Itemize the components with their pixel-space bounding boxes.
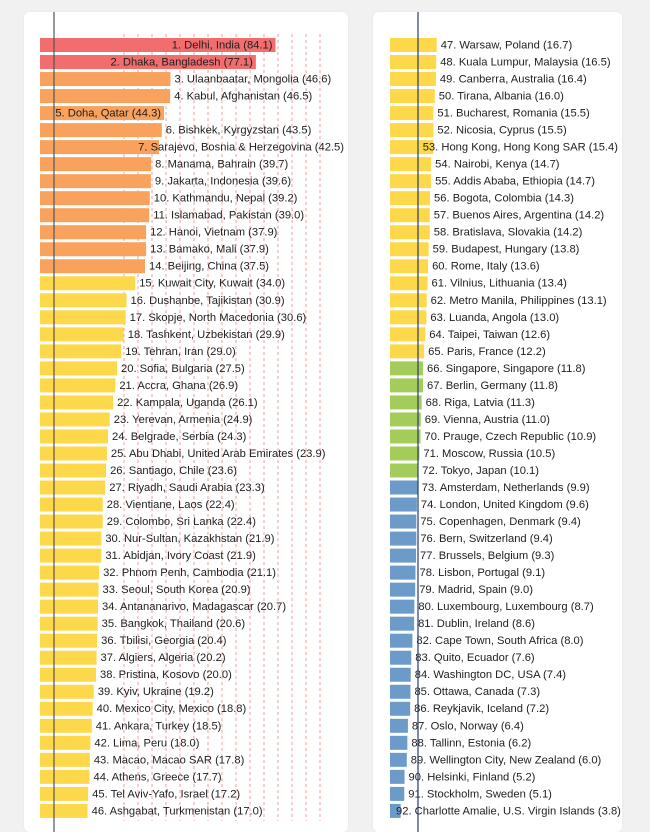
bar-label: 75. Copenhagen, Denmark (9.4) [420,516,581,529]
bar-label: 23. Yerevan, Armenia (24.9) [113,413,253,426]
bar [40,208,149,222]
bar [40,378,115,392]
bar-label: 92. Charlotte Amalie, U.S. Virgin Islands (3.8) [396,805,621,818]
bar-label: 73. Amsterdam, Netherlands (9.9) [421,481,590,494]
bar [40,668,96,682]
bar [40,566,99,580]
bar-label: 89. Wellington City, New Zealand (6.0) [410,754,602,767]
bar-label: 63. Luanda, Angola (13.0) [430,311,560,324]
bar-label: 12. Hanoi, Vietnam (37.9) [150,226,278,239]
bar [40,310,126,324]
bar [390,566,415,580]
bar-label: 46. Ashgabat, Turkmenistan (17.0) [91,805,263,818]
bar-label: 76. Bern, Switzerland (9.4) [420,533,553,546]
bar-label: 36. Tbilisi, Georgia (20.4) [101,635,227,648]
bar-label: 19. Tehran, Iran (29.0) [125,345,236,358]
bar [390,55,436,69]
bar [390,787,404,801]
bar-label: 79. Madrid, Spain (9.0) [419,584,534,597]
bar-label: 61. Vilnius, Lithuania (13.4) [431,277,567,290]
bar [390,464,418,478]
bar [390,310,426,324]
bar-label: 29. Colombo, Sri Lanka (22.4) [106,516,256,529]
bar [40,123,162,137]
bar-label: 35. Bangkok, Thailand (20.6) [101,618,246,631]
bar [390,344,424,358]
bar [40,242,146,256]
bar-label: 7. Sarajevo, Bosnia & Herzegovina (42.5) [138,141,344,154]
bar-label: 11. Islamabad, Pakistan (39.0) [153,209,305,222]
bar-label: 32. Phnom Penh, Cambodia (21.1) [103,567,276,580]
bar-label: 22. Kampala, Uganda (26.1) [117,396,258,409]
bar-label: 69. Vienna, Austria (11.0) [424,413,551,426]
bar [40,157,151,171]
bar-label: 68. Riga, Latvia (11.3) [425,396,535,409]
bar [40,344,121,358]
bar-label: 39. Kyiv, Ukraine (19.2) [97,686,214,699]
bar-label: 80. Luxembourg, Luxembourg (8.7) [418,601,594,614]
bar [390,327,425,341]
bar-label: 57. Buenos Aires, Argentina (14.2) [433,209,605,222]
bar [40,804,88,818]
bar [390,123,433,137]
bar-label: 38. Pristina, Kosovo (20.0) [100,669,232,682]
bar-label: 78. Lisbon, Portugal (9.1) [419,567,546,580]
bar-label: 54. Nairobi, Kenya (14.7) [435,158,560,171]
bar [390,515,416,529]
bar-label: 55. Addis Ababa, Ethiopia (14.7) [435,175,596,188]
bar [390,770,405,784]
bar [390,38,437,52]
bar-label: 49. Canberra, Australia (16.4) [439,73,587,86]
bar [40,446,107,460]
bar [40,293,127,307]
bar [40,634,97,648]
bar-label: 44. Athens, Greece (17.7) [93,771,222,784]
right-chart-panel [373,12,622,832]
bar [390,412,421,426]
bar [390,702,410,716]
bar-label: 65. Paris, France (12.2) [428,345,546,358]
bar-label: 5. Doha, Qatar (44.3) [55,107,162,120]
bar-label: 34. Antananarivo, Madagascar (20.7) [101,601,287,614]
bar-label: 6. Bishkek, Kyrgyzstan (43.5) [165,124,312,137]
bar [40,191,150,205]
bar-label: 1. Delhi, India (84.1) [171,39,273,52]
bar [390,276,428,290]
bar-label: 30. Nur-Sultan, Kazakhstan (21.9) [105,533,275,546]
bar-label: 14. Beijing, China (37.5) [149,260,270,273]
bar [40,753,90,767]
bar-label: 70. Prauge, Czech Republic (10.9) [424,430,597,443]
bar-label: 2. Dhaka, Bangladesh (77.1) [110,56,253,69]
bar-label: 88. Tallinn, Estonia (6.2) [411,737,532,750]
bar [40,685,94,699]
bar-label: 18. Tashkent, Uzbekistan (29.9) [127,328,285,341]
bar-label: 66. Singapore, Singapore (11.8) [427,362,586,375]
bar [390,753,407,767]
bar-label: 43. Macao, Macao SAR (17.8) [93,754,245,767]
bar [40,736,90,750]
bar [40,395,113,409]
bar-label: 21. Accra, Ghana (26.9) [119,379,239,392]
bar [390,106,433,120]
bar [390,549,416,563]
bar [390,191,430,205]
bar [40,225,146,239]
bar [40,549,101,563]
bar-label: 4. Kabul, Afghanistan (46.5) [174,90,313,103]
bar-label: 25. Abu Dhabi, United Arab Emirates (23.9) [110,447,326,460]
bar [40,429,108,443]
bar-label: 62. Metro Manila, Philippines (13.1) [430,294,607,307]
bar-label: 51. Bucharest, Romania (15.5) [437,107,590,120]
bar-label: 45. Tel Aviv-Yafo, Israel (17.2) [92,788,241,801]
bar-label: 24. Belgrade, Serbia (24.3) [112,430,247,443]
bar-label: 86. Reykjavik, Iceland (7.2) [414,703,550,716]
bar-label: 3. Ulaanbaatar, Mongolia (46.6) [174,73,332,86]
bar-label: 58. Bratislava, Slovakia (14.2) [433,226,583,239]
bar-label: 52. Nicosia, Cyprus (15.5) [437,124,567,137]
bar-label: 26. Santiago, Chile (23.6) [110,464,237,477]
bar-label: 20. Sofia, Bulgaria (27.5) [121,362,245,375]
bar [390,617,414,631]
bar [40,481,105,495]
bar-label: 33. Seoul, South Korea (20.9) [102,584,251,597]
bar-label: 64. Taipei, Taiwan (12.6) [429,328,551,341]
bar-label: 60. Rome, Italy (13.6) [432,260,540,273]
bar-label: 77. Brussels, Belgium (9.3) [420,550,555,563]
bar-label: 81. Dublin, Ireland (8.6) [418,618,536,631]
bar [390,446,419,460]
bar-label: 27. Riyadh, Saudi Arabia (23.3) [109,481,265,494]
bar [390,72,436,86]
bar-label: 82. Cape Town, South Africa (8.0) [416,635,584,648]
bar [40,770,90,784]
bar [40,412,110,426]
bar-label: 13. Bamako, Mali (37.9) [150,243,269,256]
bar-label: 85. Ottawa, Canada (7.3) [414,686,541,699]
bar-label: 40. Mexico City, Mexico (18.8) [96,703,247,716]
bar [390,174,431,188]
bar-label: 90. Helsinki, Finland (5.2) [408,771,536,784]
bar [390,668,411,682]
bar-label: 15. Kuwait City, Kuwait (34.0) [139,277,286,290]
bar [40,327,124,341]
bar [390,89,435,103]
bar [390,532,416,546]
bar [40,702,93,716]
bar-label: 87. Oslo, Norway (6.4) [411,720,524,733]
bar [40,361,117,375]
left-chart-panel [24,12,348,832]
bar-label: 56. Bogota, Colombia (14.3) [434,192,574,205]
bar [390,293,427,307]
bar-label: 74. London, United Kingdom (9.6) [420,498,589,511]
bar [390,481,418,495]
bar [390,583,415,597]
bar-label: 16. Dushanbe, Tajikistan (30.9) [130,294,285,307]
bar [40,464,106,478]
bar [40,515,103,529]
bar [40,259,145,273]
right-bar-chart [373,12,622,832]
bar [40,89,170,103]
bar-label: 42. Lima, Peru (18.0) [94,737,200,750]
bar [390,685,410,699]
bar [40,600,98,614]
bar [390,157,431,171]
bar [390,651,411,665]
bar-label: 8. Manama, Bahrain (39.7) [155,158,289,171]
bar-label: 83. Quito, Ecuador (7.6) [415,652,535,665]
bar [390,395,422,409]
bar-label: 53. Hong Kong, Hong Kong SAR (15.4) [422,141,618,154]
bar [40,174,151,188]
bar-label: 31. Abidjan, Ivory Coast (21.9) [105,550,256,563]
bar [40,719,92,733]
bar [390,259,428,273]
bar [390,225,430,239]
bar [390,208,430,222]
bar-label: 67. Berlin, Germany (11.8) [427,379,559,392]
bar-label: 84. Washington DC, USA (7.4) [414,669,567,682]
bar [40,583,99,597]
bar-label: 41. Ankara, Turkey (18.5) [95,720,222,733]
bar [40,498,103,512]
bar-label: 59. Budapest, Hungary (13.8) [432,243,580,256]
bar [390,634,412,648]
bar-label: 71. Moscow, Russia (10.5) [423,447,556,460]
bar [40,651,97,665]
bar-label: 50. Tirana, Albania (16.0) [438,90,564,103]
bar [40,532,101,546]
bar-label: 47. Warsaw, Poland (16.7) [440,39,573,52]
bar-label: 9. Jakarta, Indonesia (39.6) [154,175,292,188]
bar [40,787,88,801]
bar [390,719,408,733]
bar [40,617,98,631]
bar-label: 37. Algiers, Algeria (20.2) [100,652,226,665]
bar-label: 72. Tokyo, Japan (10.1) [422,464,539,477]
bar [390,242,429,256]
bar-label: 48. Kuala Lumpur, Malaysia (16.5) [440,56,611,69]
bar [390,429,421,443]
bar-label: 17. Skopje, North Macedonia (30.6) [129,311,307,324]
bar [390,600,414,614]
left-bar-chart [24,12,348,832]
bar-label: 10. Kathmandu, Nepal (39.2) [153,192,298,205]
bar [390,498,417,512]
bar-label: 28. Vientiane, Laos (22.4) [106,498,235,511]
bar [40,72,170,86]
bar-label: 91. Stockholm, Sweden (5.1) [408,788,552,801]
bar [390,736,407,750]
